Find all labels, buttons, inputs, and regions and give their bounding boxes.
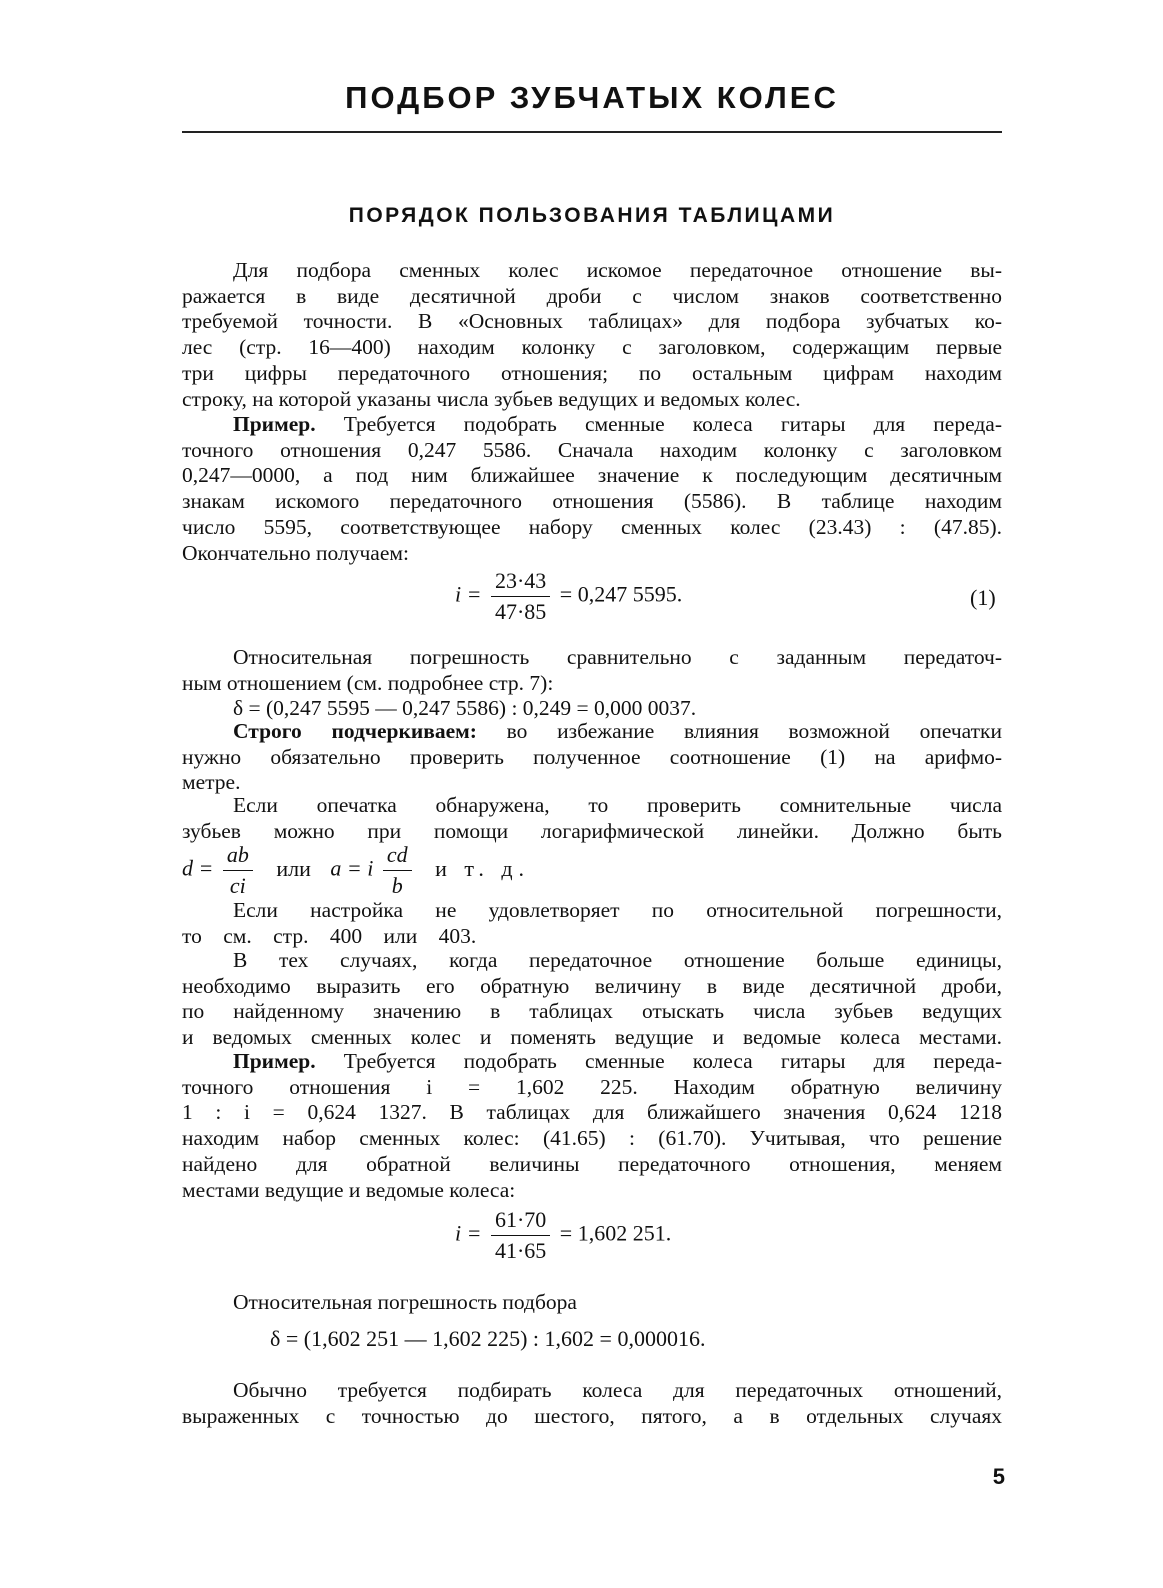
section-title: ПОРЯДОК ПОЛЬЗОВАНИЯ ТАБЛИЦАМИ [348,204,836,227]
paragraph-example-2 [182,1049,1002,1203]
paragraph-4 [182,719,1002,796]
text-line: Пример. Требуется подобрать сменные колеса гитары для переда- [233,1049,1003,1073]
paragraph-6 [182,898,1002,949]
text-line: точного отношения 0,247 5586. Сначала находим колонку с заголовком [182,437,1002,462]
text-line: Пример. Требуется подобрать сменные колеса гитары для переда- [233,412,1003,436]
text-line: Строго подчеркиваем: во избежание влияния возможной опечатки [233,719,1003,743]
text-line: Относительная погрешность подбора [233,1290,577,1314]
text-line: и ведомых сменных колес и поменять ведущие и ведомые колеса местами. [182,1025,1002,1050]
paragraph-example-1 [182,412,1002,566]
example-label: Пример. [233,1049,316,1073]
formula-4: δ = (1,602 251 — 1,602 225) : 1,602 = 0,000016. [270,1326,706,1351]
fraction: $\frac{61\cdot 70}{41\cdot 65}$ [491,1207,550,1264]
text-line: знакам искомого передаточного отношения (5586). В таблице находим [182,489,1002,514]
paragraph-7 [182,948,1002,1051]
formula-1: i = $\frac{23\cdot 43}{47\cdot 85}$ = 0,247 5595. [455,568,683,624]
text-line: по найденному значению в таблицах отыскать числа зубьев ведущих [182,999,1002,1024]
formula-3: i = $\frac{61\cdot 70}{41\cdot 65}$ = 1,602 251. [455,1207,672,1263]
text-line: зубьев можно при помощи логарифмической линейки. Должно быть [182,818,1002,843]
paragraph-1 [182,258,1002,412]
text-line: три цифры передаточного отношения; по остальным цифрам находим [182,360,1002,385]
text-line: точного отношения i = 1,602 225. Находим обратную величину [182,1074,1002,1099]
header-rule [182,131,1002,133]
text-line: строку, на которой указаны числа зубьев ведущих и ведомых колес. [182,386,801,411]
text-line: метре. [182,770,241,795]
text-line: В тех случаях, когда передаточное отношение больше единицы, [233,948,1002,972]
emphasis-label: Строго подчеркиваем: [233,719,477,743]
fraction: $\frac{23\cdot 43}{47\cdot 85}$ [491,568,550,625]
text-line: находим набор сменных колес: (41.65) : (61.70). Учитывая, что решение [182,1126,1002,1151]
page-number: 5 [992,1464,1005,1489]
paragraph-5 [182,793,1002,844]
text-line: число 5595, соответствующее набору сменных колес (23.43) : (47.85). [182,514,1002,539]
text-line: нужно обязательно проверить полученное соотношение (1) на арифмо- [182,744,1002,769]
text-line: Если опечатка обнаружена, то проверить сомнительные числа [233,793,1002,817]
formula-2: d = $\frac{ab}{ci}$ или a = i $\frac{cd}{b}$ и т. д. [182,842,531,898]
text-line: Относительная погрешность сравнительно с заданным передаточ- [233,645,1002,669]
paragraph-9 [182,1290,1002,1316]
text-line: Если настройка не удовлетворяет по относительной погрешности, [233,898,1002,922]
text-line: необходимо выразить его обратную величину в виде десятичной дроби, [182,973,1002,998]
page-header-title: ПОДБОР ЗУБЧАТЫХ КОЛЕС [345,80,839,115]
fraction: $\frac{ab}{ci}$ [223,842,253,899]
text-line: Для подбора сменных колес искомое передаточное отношение вы- [233,258,1002,282]
text-line: то см. стр. 400 или 403. [182,923,477,948]
text-line: δ = (0,247 5595 — 0,247 5586) : 0,249 = 0,000 0037. [233,696,697,721]
example-label: Пример. [233,412,316,436]
paragraph-3 [182,645,1002,722]
text-line: выраженных с точностью до шестого, пятого, а в отдельных случаях [182,1403,1002,1428]
text-line: 1 : i = 0,624 1327. В таблицах для ближайшего значения 0,624 1218 [182,1100,1002,1125]
fraction: $\frac{cd}{b}$ [383,842,412,899]
text-line: лес (стр. 16—400) находим колонку с заголовком, содержащим первые [182,335,1002,360]
text-line: ражается в виде десятичной дроби с числом знаков соответственно [182,283,1002,308]
text-line: местами ведущие и ведомые колеса: [182,1177,516,1202]
text-line: Обычно требуется подбирать колеса для передаточных отношений, [233,1378,1002,1402]
paragraph-10 [182,1378,1002,1429]
text-line: требуемой точности. В «Основных таблицах» для подбора зубчатых ко- [182,309,1002,334]
equation-number: (1) [970,585,996,610]
text-line: найдено для обратной величины передаточного отношения, меняем [182,1151,1002,1176]
text-line: Окончательно получаем: [182,540,409,565]
text-line: ным отношением (см. подробнее стр. 7): [182,670,554,695]
text-line: 0,247—0000, а под ним ближайшее значение к последующим десятичным [182,463,1002,488]
